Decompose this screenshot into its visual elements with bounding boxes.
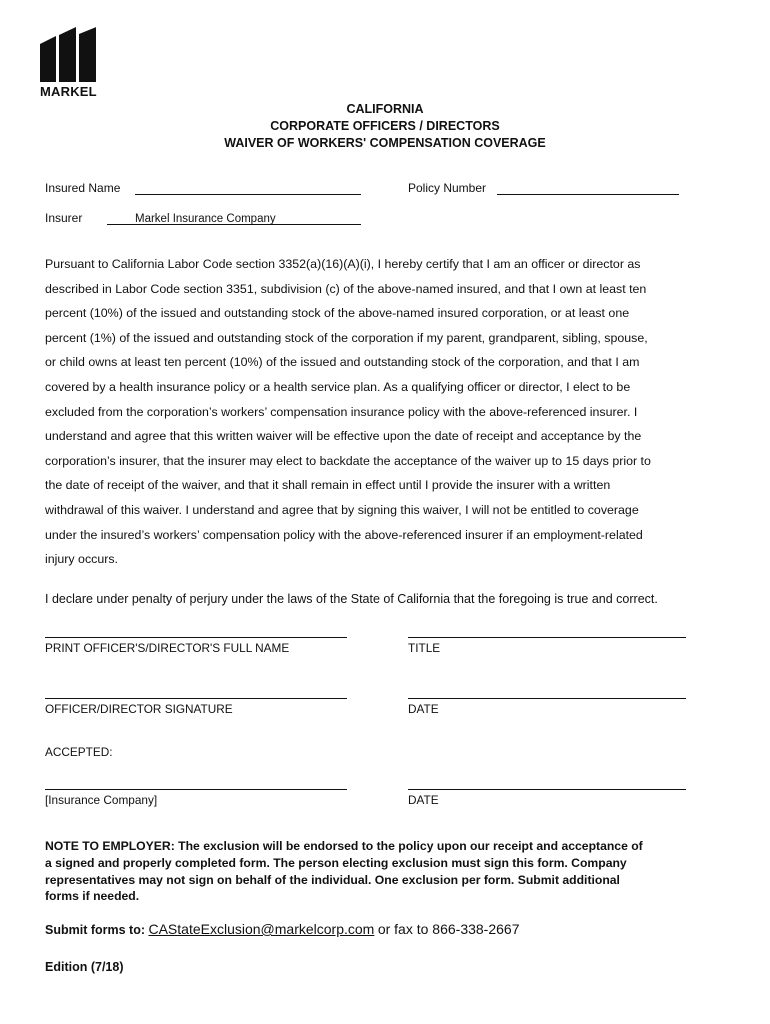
note-line: representatives may not sign on behalf of the individual. One exclusion per form. Submit additional bbox=[45, 872, 620, 887]
title-label: TITLE bbox=[408, 641, 441, 655]
insurer-field bbox=[107, 209, 361, 225]
paragraph-line: corporation’s insurer, that the insurer may elect to backdate the acceptance of the waiver up to 15 days prior to bbox=[45, 453, 651, 468]
paragraph-line: the date of receipt of the waiver, and that it shall remain in effect until I provide the insurer with a written bbox=[45, 478, 611, 493]
policy-number-label: Policy Number bbox=[408, 181, 487, 195]
paragraph-line: understand and agree that this written waiver will be effective upon the date of receipt and acceptance by the bbox=[45, 429, 642, 444]
policy-number-field[interactable] bbox=[497, 180, 679, 195]
paragraph-line: under the insured’s workers’ compensation policy with the above-referenced insurer if an employment-related bbox=[45, 527, 643, 542]
insurer-label: Insurer bbox=[45, 211, 83, 225]
date-line-1[interactable] bbox=[408, 698, 686, 699]
employer-note bbox=[45, 838, 727, 905]
waiver-paragraph bbox=[45, 252, 727, 572]
paragraph-line: covered by a health insurance policy or a health service plan. As a qualifying officer or director, I elect to be bbox=[45, 379, 631, 394]
paragraph-line: described in Labor Code section 3351, subdivision (c) of the above-named insured, and that I own at least ten bbox=[45, 281, 647, 296]
insured-name-field[interactable] bbox=[135, 180, 361, 195]
paragraph-line: withdrawal of this waiver. I understand and agree that by signing this waiver, I will not be entitled to coverage bbox=[45, 502, 639, 517]
insured-name-label: Insured Name bbox=[45, 181, 121, 195]
title-line-2: CORPORATE OFFICERS / DIRECTORS bbox=[270, 119, 500, 133]
insurance-company-line[interactable] bbox=[45, 789, 347, 790]
signature-label: OFFICER/DIRECTOR SIGNATURE bbox=[45, 702, 233, 716]
date-label-2: DATE bbox=[408, 793, 439, 807]
paragraph-line: percent (1%) of the issued and outstanding stock of the corporation if my parent, grandparent, sibling, spouse, bbox=[45, 330, 648, 345]
paragraph-line: excluded from the corporation’s workers’ compensation insurance policy with the above-referenced insurer. I bbox=[45, 404, 638, 419]
paragraph-line: percent (10%) of the issued and outstanding stock of the above-named insured corporation, or at least one bbox=[45, 306, 630, 321]
note-line: forms if needed. bbox=[45, 889, 140, 904]
paragraph-line: injury occurs. bbox=[45, 552, 118, 567]
document-title bbox=[0, 101, 770, 152]
insurer-value: Markel Insurance Company bbox=[135, 213, 276, 225]
paragraph-line: or child owns at least ten percent (10%) of the issued and outstanding stock of the corporation, and that I am bbox=[45, 355, 640, 370]
title-line[interactable] bbox=[408, 637, 686, 638]
submit-instructions bbox=[45, 921, 519, 937]
perjury-declaration: I declare under penalty of perjury under the laws of the State of California that the foregoing is true and correct. bbox=[45, 592, 658, 606]
markel-logo-icon bbox=[40, 26, 96, 82]
company-logo bbox=[40, 26, 98, 99]
signature-line[interactable] bbox=[45, 698, 347, 699]
edition-label: Edition (7/18) bbox=[45, 960, 124, 974]
submit-label: Submit forms to: bbox=[45, 923, 145, 937]
logo-text: MARKEL bbox=[40, 84, 97, 99]
print-name-line[interactable] bbox=[45, 637, 347, 638]
print-name-label: PRINT OFFICER'S/DIRECTOR'S FULL NAME bbox=[45, 641, 290, 655]
note-line: NOTE TO EMPLOYER: The exclusion will be endorsed to the policy upon our receipt and acceptance of bbox=[45, 839, 643, 853]
accepted-label: ACCEPTED: bbox=[45, 745, 113, 759]
title-line-1: CALIFORNIA bbox=[346, 102, 424, 116]
date-label-1: DATE bbox=[408, 702, 439, 716]
title-line-3: WAIVER OF WORKERS' COMPENSATION COVERAGE bbox=[224, 136, 546, 150]
insurance-company-label: [Insurance Company] bbox=[45, 793, 158, 807]
submit-email-link[interactable]: CAStateExclusion@markelcorp.com bbox=[148, 921, 375, 937]
paragraph-line: Pursuant to California Labor Code section 3352(a)(16)(A)(i), I hereby certify that I am an officer or director as bbox=[45, 257, 641, 271]
date-line-2[interactable] bbox=[408, 789, 686, 790]
note-line: a signed and properly completed form. The person electing exclusion must sign this form. Company bbox=[45, 855, 627, 870]
submit-fax: or fax to 866-338-2667 bbox=[377, 921, 520, 937]
